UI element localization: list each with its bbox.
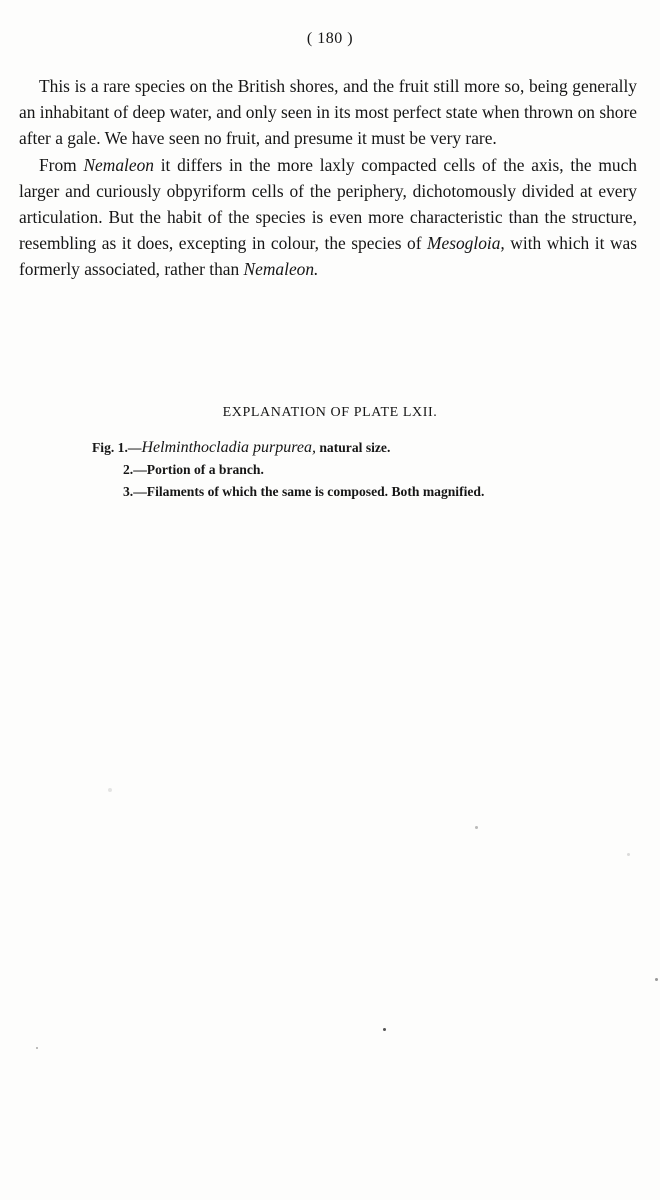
- figure-2-caption: [92, 459, 484, 481]
- figure-3-label: 3.—: [123, 484, 147, 499]
- paragraph-1: This is a rare species on the British shores, and the fruit still more so, being generally an inhabitant of deep water, and only seen in its most perfect state when thrown on shore after a gale. We have seen no fruit, and presume it must be very rare.: [19, 76, 637, 149]
- figure-1-label: Fig. 1.—: [92, 440, 142, 455]
- body-text: [19, 73, 637, 283]
- page-number: ( 180 ): [306, 30, 354, 47]
- paragraph-2-text-1: From: [39, 154, 84, 175]
- figure-1-caption: [92, 437, 484, 459]
- print-speck: [36, 1047, 38, 1049]
- figure-legend: [92, 437, 484, 503]
- figure-1-text: natural size.: [315, 440, 391, 455]
- print-speck: [655, 978, 658, 981]
- plate-explanation-heading: EXPLANATION OF PLATE LXII.: [222, 405, 438, 420]
- genus-name-nemaleon-2: Nemaleon.: [243, 259, 319, 280]
- paragraph-2-text-3: with which it was formerly associated, rather than: [19, 233, 637, 280]
- print-speck: [475, 826, 478, 829]
- paragraph-2: [19, 152, 637, 283]
- print-speck: [383, 1028, 386, 1031]
- print-speck: [627, 853, 630, 856]
- paragraph-2-text-2: it differs in the more laxly compacted cells of the axis, the much larger and curiously obpyriform cells of the periphery, dichotomously divided at every articulation. But the habit of the species is even more characteristic than the structure, resembling as it does, excepting in colour, the species of: [19, 154, 637, 254]
- genus-name-mesogloia: Mesogloia,: [427, 233, 505, 254]
- genus-name-nemaleon: Nemaleon: [83, 154, 154, 175]
- figure-3-text: Filaments of which the same is composed. Both magnified.: [146, 484, 485, 499]
- figure-2-label: 2.—: [123, 462, 147, 477]
- figure-2-text: Portion of a branch.: [146, 462, 264, 477]
- figure-1-species: Helminthocladia purpurea,: [141, 439, 316, 456]
- print-speck: [108, 788, 112, 792]
- figure-3-caption: [92, 481, 484, 503]
